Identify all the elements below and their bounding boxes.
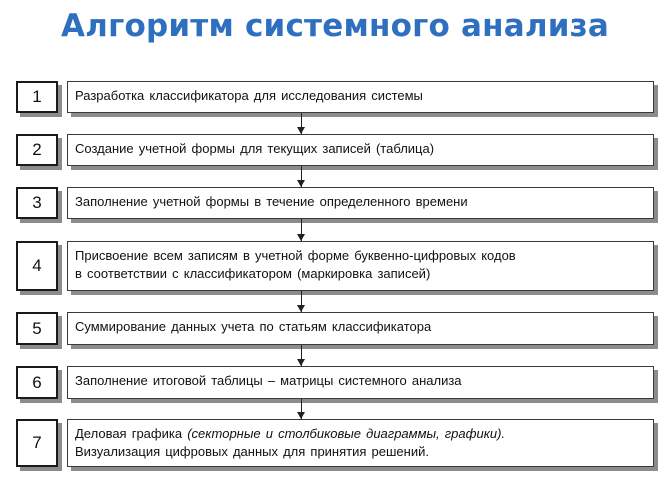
step-box-5 (67, 312, 654, 345)
step-box-3 (67, 187, 654, 219)
step-text-7-lead: Деловая графика (75, 426, 188, 441)
arrow-1-2 (297, 113, 306, 134)
step-number-3: 3 (16, 187, 58, 219)
step-number-6: 6 (16, 366, 58, 399)
step-number-7: 7 (16, 419, 58, 467)
step-text-7-note: (секторные и столбиковые диаграммы, графики). (187, 426, 506, 441)
step-text-4-line-2: в соответствии с классификатором (маркировка записей) (75, 266, 431, 281)
arrow-6-7 (297, 399, 306, 419)
arrow-5-6 (297, 345, 306, 366)
step-box-6 (67, 366, 654, 399)
step-text-2: Создание учетной формы для текущих записей (таблица) (75, 141, 435, 156)
step-box-4 (67, 241, 654, 291)
step-text-7-line-1 (75, 425, 647, 443)
step-box-2 (67, 134, 654, 166)
arrow-2-3 (297, 166, 306, 187)
step-number-5: 5 (16, 312, 58, 345)
arrow-3-4 (297, 219, 306, 241)
arrow-4-5 (297, 291, 306, 312)
step-text-5: Суммирование данных учета по статьям классификатора (75, 319, 432, 334)
step-text-4-line-1: Присвоение всем записям в учетной форме буквенно-цифровых кодов (75, 248, 516, 263)
step-number-2: 2 (16, 134, 58, 166)
step-number-1: 1 (16, 81, 58, 113)
step-text-1: Разработка классификатора для исследования системы (75, 88, 423, 103)
step-text-7-line-2: Визуализация цифровых данных для принятия решений. (75, 444, 429, 459)
step-text-3: Заполнение учетной формы в течение определенного времени (75, 194, 468, 209)
step-number-4: 4 (16, 241, 58, 291)
page-title: Алгоритм системного анализа (60, 8, 610, 44)
step-box-1 (67, 81, 654, 113)
step-text-6: Заполнение итоговой таблицы – матрицы системного анализа (75, 373, 462, 388)
step-box-7 (67, 419, 654, 467)
